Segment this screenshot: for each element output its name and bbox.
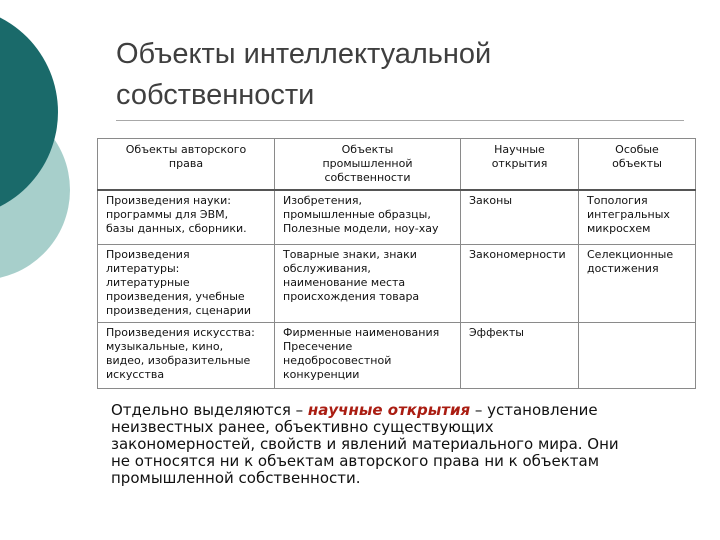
table-header (98, 139, 696, 191)
header-line: объекты (612, 157, 662, 170)
cell-line: Закономерности (469, 247, 566, 261)
header-line: Объекты авторского (125, 143, 247, 156)
header-line: собственности (324, 171, 411, 184)
cell-line: произведения, учебные (106, 289, 245, 303)
cell-line: Изобретения, (283, 194, 362, 207)
header-cell-discoveries (461, 139, 579, 191)
table-body (98, 190, 696, 388)
table-cell (275, 190, 461, 244)
cell-line: микросхем (587, 222, 651, 235)
cell-line: искусства (106, 367, 165, 381)
decorative-circles (0, 0, 90, 300)
cell-line: недобросовестной (283, 353, 392, 367)
note-line-2: неизвестных ранее, объективно существующих (111, 418, 494, 436)
header-line: Объекты (341, 143, 394, 156)
cell-line: базы данных, сборники. (106, 222, 247, 235)
table-cell (461, 190, 579, 244)
header-row (98, 139, 696, 191)
cell-line: Товарные знаки, знаки (283, 247, 417, 261)
cell-line: Произведения науки: (106, 194, 232, 207)
cell-line: промышленные образцы, (283, 208, 431, 221)
cell-line: литературы: (106, 261, 180, 275)
cell-line: интегральных (587, 208, 670, 221)
header-line: Особые (615, 143, 659, 156)
cell-line: произведения, сценарии (106, 303, 251, 317)
header-line: Научные (494, 143, 545, 156)
cell-line: обслуживания, (283, 261, 371, 275)
slide-title-line-2: собственности (116, 79, 315, 111)
note-line-1 (111, 402, 691, 419)
table-cell (579, 190, 696, 244)
table-cell (275, 244, 461, 322)
title-divider (116, 120, 684, 121)
table-row (98, 244, 696, 322)
table-row (98, 322, 696, 388)
table-cell (98, 190, 275, 244)
table-cell (461, 322, 579, 388)
cell-line: литературные (106, 275, 190, 289)
header-line: права (168, 157, 204, 170)
cell-line: наименование места (283, 275, 406, 289)
cell-line: происхождения товара (283, 289, 420, 303)
cell-line: достижения (587, 261, 659, 275)
cell-line: Селекционные (587, 247, 674, 261)
note-line-3: закономерностей, свойств и явлений материального мира. Они (111, 435, 619, 453)
cell-line: Полезные модели, ноу-хау (283, 222, 439, 235)
table-cell-empty (579, 322, 696, 388)
note-highlight: научные открытия (307, 401, 471, 419)
cell-line: Законы (469, 194, 513, 207)
header-line: промышленной (322, 157, 413, 170)
header-cell-industrial (275, 139, 461, 191)
note-line-5: промышленной собственности. (111, 469, 361, 487)
header-cell-copyright (98, 139, 275, 191)
table-cell (275, 322, 461, 388)
slide-title-line-1: Объекты интеллектуальной (116, 38, 492, 70)
note-prefix: Отдельно выделяются – (111, 401, 308, 419)
table-row (98, 190, 696, 244)
header-line: открытия (491, 157, 548, 170)
ip-objects-table (97, 138, 696, 389)
footnote-paragraph (111, 402, 691, 487)
cell-line: программы для ЭВМ, (106, 208, 229, 221)
cell-line: Топология (587, 194, 648, 207)
note-suffix: – установление (470, 401, 598, 419)
header-cell-special (579, 139, 696, 191)
cell-line: Произведения (106, 247, 190, 261)
table-cell (461, 244, 579, 322)
cell-line: Произведения искусства: (106, 325, 255, 339)
table-cell (98, 244, 275, 322)
cell-line: видео, изобразительные (106, 353, 251, 367)
note-line-4: не относятся ни к объектам авторского права ни к объектам (111, 452, 600, 470)
table-cell (98, 322, 275, 388)
cell-line: Эффекты (469, 325, 524, 339)
cell-line: музыкальные, кино, (106, 339, 224, 353)
cell-line: Пресечение (283, 339, 353, 353)
cell-line: Фирменные наименования (283, 325, 440, 339)
table-cell (579, 244, 696, 322)
cell-line: конкуренции (283, 367, 360, 381)
slide-title (116, 34, 491, 116)
